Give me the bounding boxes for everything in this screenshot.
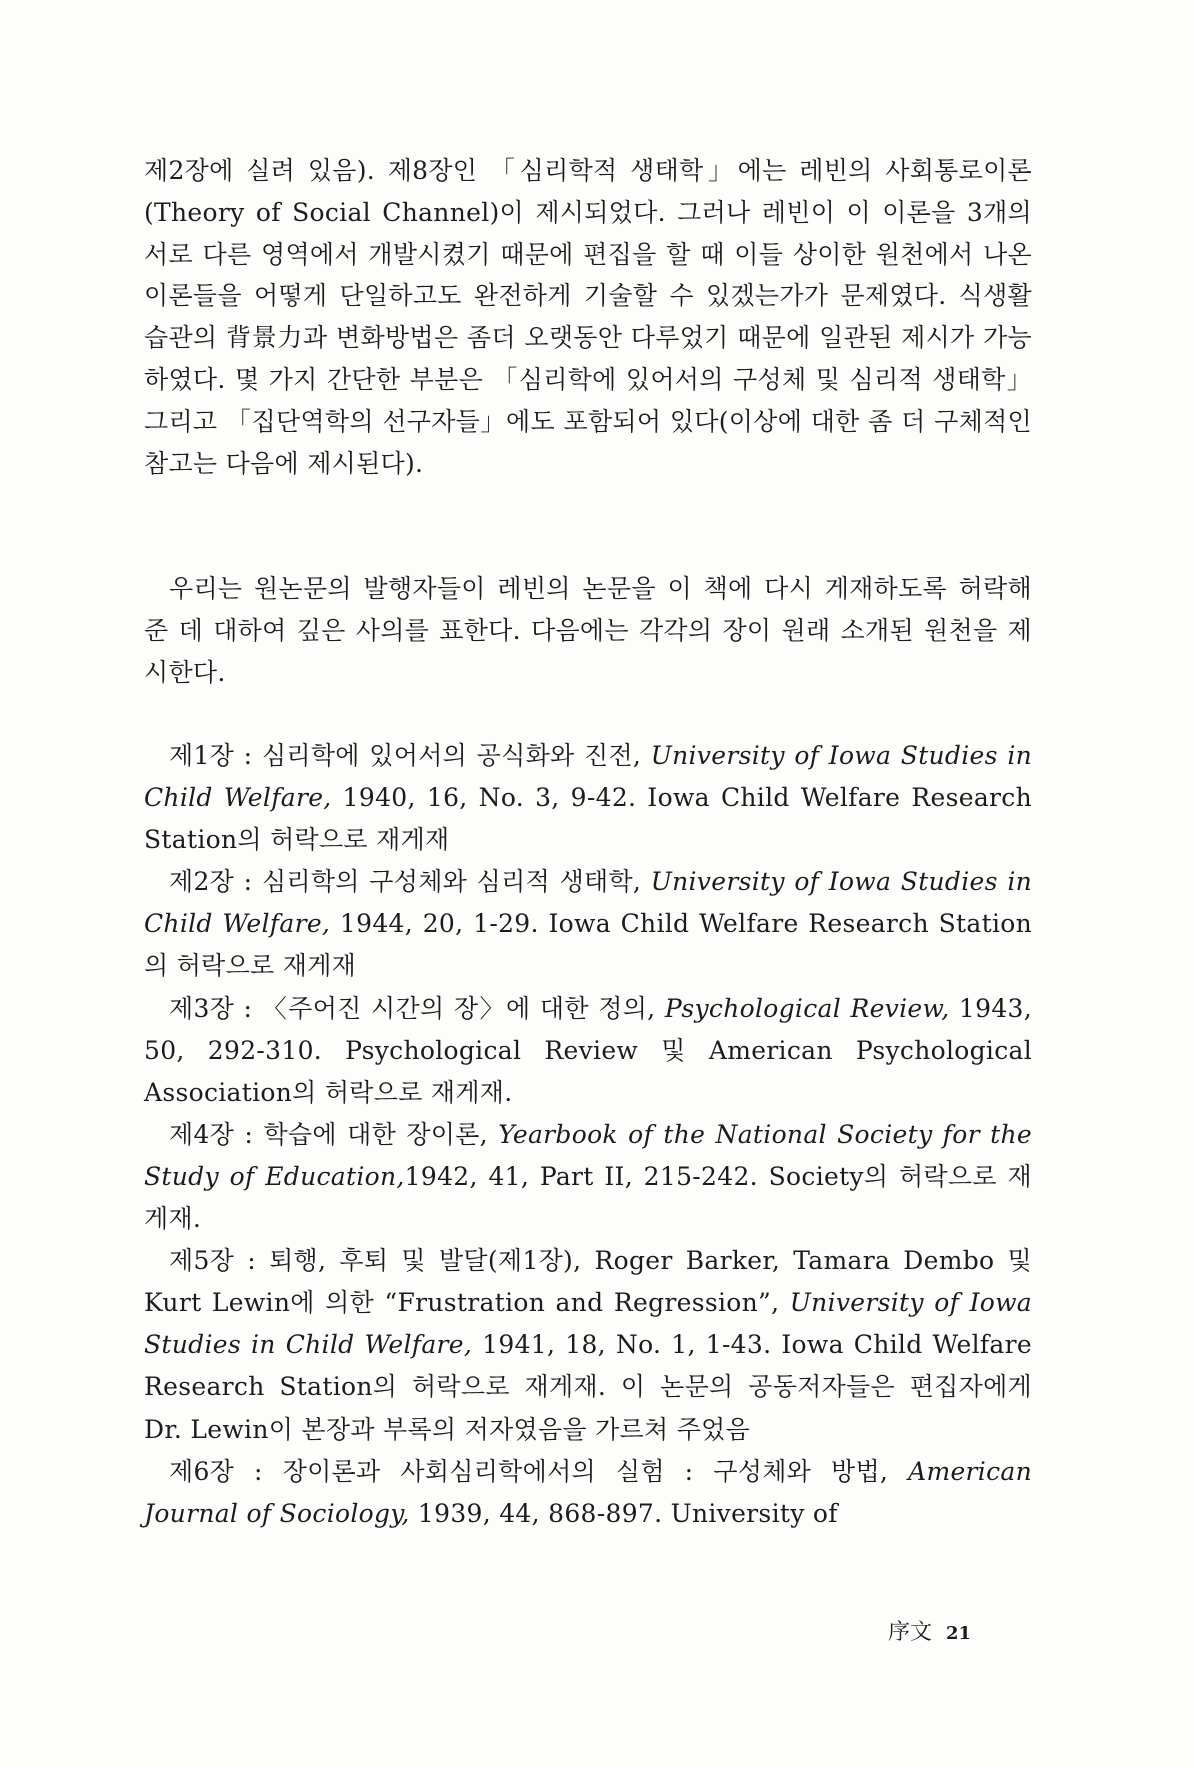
journal-name: University of Iowa Studies in Child Welfare, [144,867,1033,939]
citation-details: 1939, 44, 868-897. University of [409,1498,838,1528]
journal-name: University of Iowa Studies in Child Welfare, [144,1288,1032,1360]
chapter-label: 제5장 : [169,1246,270,1276]
intro-paragraph-block [144,150,1032,484]
chapter-source-3 [144,988,1032,1114]
chapter-title: 장이론과 사회심리학에서의 실험 : 구성체와 방법, [282,1456,909,1486]
chapter-label: 제2장 : [169,867,262,897]
journal-name: American Journal of Sociology, [144,1456,1033,1528]
chapter-title: 학습에 대한 장이론, [263,1119,499,1149]
chapter-source-2 [144,861,1032,987]
citation-details: 1943, 50, 292-310. Psychological Review 및 American Psychological Association의 허락으로 재게재. [144,993,1032,1107]
journal-name: Yearbook of the National Society for the Study of Education, [144,1119,1032,1191]
citation-details: 1944, 20, 1-29. Iowa Child Welfare Research Station의 허락으로 재게재 [144,909,1032,981]
acknowledgement-block [144,568,1032,693]
chapter-title: 퇴행, 후퇴 및 발달(제1장), Roger Barker, Tamara Dembo 및 Kurt Lewin에 의한 “Frustration and Regression”, [144,1246,1032,1318]
journal-name: University of Iowa Studies in Child Welfare, [144,741,1033,813]
chapter-sources-list [144,735,1032,1535]
chapter-title: 심리학에 있어서의 공식화와 진전, [261,741,651,770]
page-footer [888,1615,1000,1646]
chapter-source-6 [144,1451,1032,1535]
chapter-label: 제4장 : [169,1119,264,1149]
chapter-label: 제6장 : [169,1456,283,1486]
citation-details: 1941, 18, No. 1, 1-43. Iowa Child Welfare Research Station의 허락으로 재게재. 이 논문의 공동저자들은 편집자에게 Dr. Lewin이 본장과 부록의 저자였음을 가르쳐 주었음 [144,1330,1032,1444]
chapter-source-5 [144,1240,1032,1450]
chapter-source-1 [144,735,1032,861]
citation-details: 1942, 41, Part II, 215-242. Society의 허락으로 재게재. [144,1161,1032,1234]
running-head: 序文 [888,1620,933,1645]
acknowledgement-paragraph: 우리는 원논문의 발행자들이 레빈의 논문을 이 책에 다시 게재하도록 허락해 준 데 대하여 깊은 사의를 표한다. 다음에는 각각의 장이 원래 소개된 원천을 제시한다. [144,574,1032,687]
chapter-title: 〈주어진 시간의 장〉에 대한 정의, [261,993,665,1023]
chapter-label: 제3장 : [169,993,262,1023]
chapter-source-4 [144,1114,1032,1240]
chapter-title: 심리학의 구성체와 심리적 생태학, [261,867,651,897]
intro-continuation-paragraph: 제2장에 실려 있음). 제8장인 「심리학적 생태학」에는 레빈의 사회통로이론 (Theory of Social Channel)이 제시되었다. 그러나 레빈이 이 이론을 3개의 서로 다른 영역에서 개발시켰기 때문에 편집을 할 때 이들 상이한 원천에서 나온 이론들을 어떻게 단일하고도 완전하게 기술할 수 있겠는가가 문제였다. 식생활 습관의 背景力과 변화방법은 좀더 오랫동안 다루었기 때문에 일관된 제시가 가능하였다. 몇 가지 간단한 부분은 「심리학에 있어서의 구성체 및 심리적 생태학」 그리고 「집단역학의 선구자들」에도 포함되어 있다(이상에 대한 좀 더 구체적인 참고는 다음에 제시된다). [144,156,1032,478]
chapter-label: 제1장 : [169,741,262,770]
page-number: 21 [946,1623,972,1644]
journal-name: Psychological Review, [664,993,950,1023]
citation-details: 1940, 16, No. 3, 9-42. Iowa Child Welfare Research Station의 허락으로 재게재 [144,783,1032,855]
